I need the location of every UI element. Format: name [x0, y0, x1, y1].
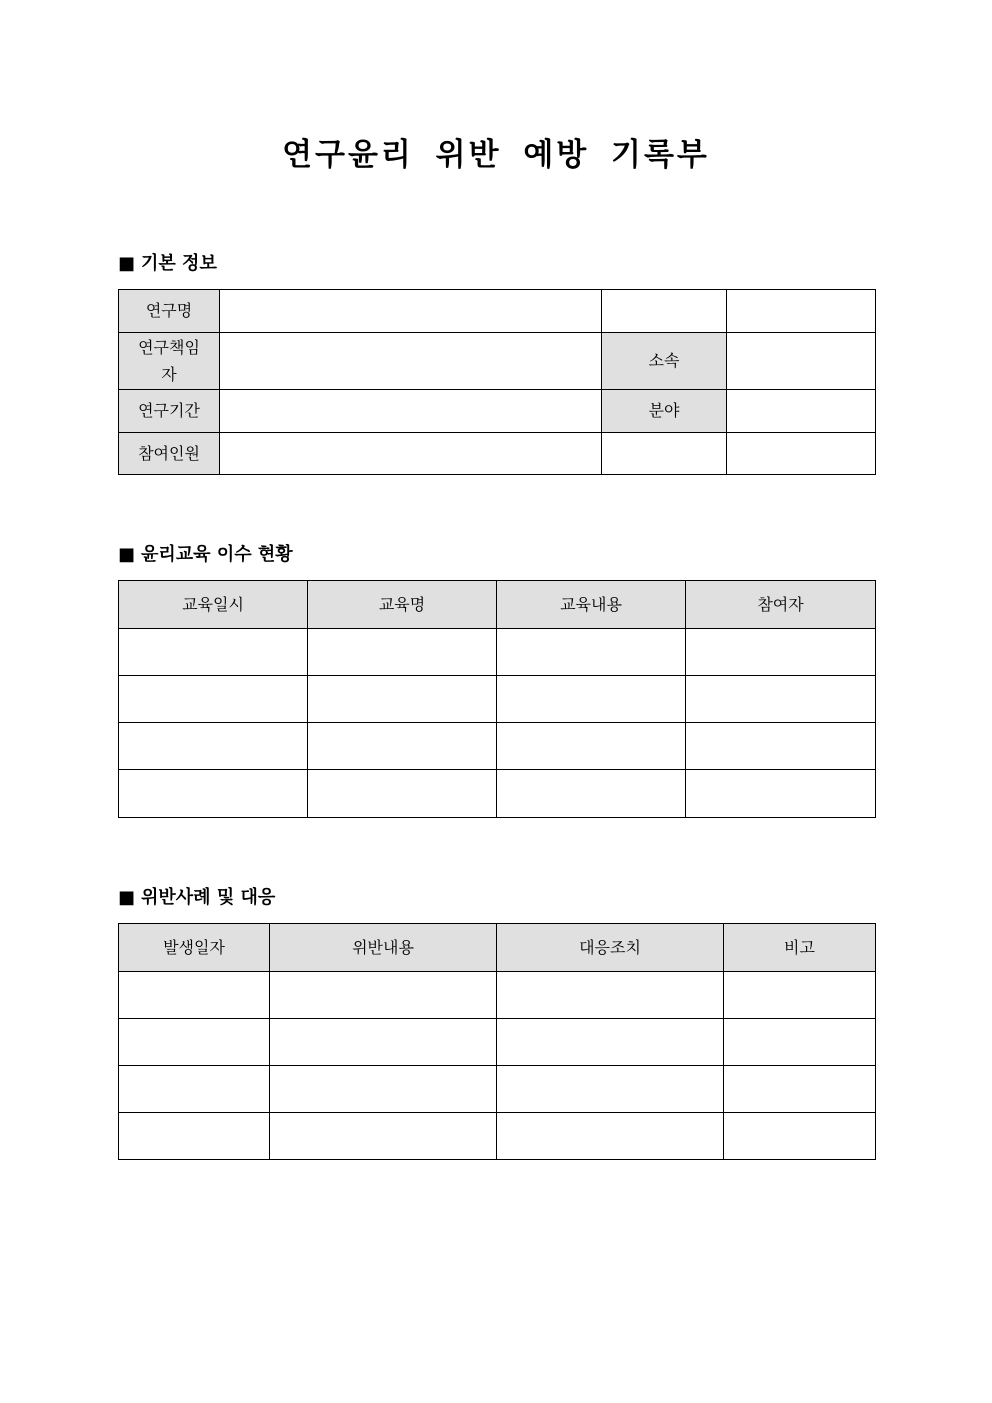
- table-cell[interactable]: [497, 676, 686, 723]
- table-header-row: [119, 581, 876, 629]
- column-header-education-content: 교육내용: [497, 581, 686, 629]
- table-cell[interactable]: [724, 1113, 876, 1160]
- extra-value-cell[interactable]: [727, 290, 876, 333]
- section-title: 위반사례 및 대응: [141, 887, 276, 908]
- table-cell[interactable]: [497, 770, 686, 818]
- square-bullet-icon: ■: [118, 544, 136, 565]
- table-cell[interactable]: [119, 972, 270, 1019]
- label-field: 분야: [602, 390, 727, 433]
- table-row: [119, 676, 876, 723]
- table-cell[interactable]: [119, 629, 308, 676]
- extra-label-cell[interactable]: [602, 290, 727, 333]
- table-row: [119, 1113, 876, 1160]
- table-row: [119, 629, 876, 676]
- table-cell[interactable]: [119, 1113, 270, 1160]
- table-cell[interactable]: [686, 629, 876, 676]
- table-cell[interactable]: [724, 1066, 876, 1113]
- section-heading-ethics-education: [118, 543, 293, 567]
- column-header-participants: 참여자: [686, 581, 876, 629]
- section-title: 윤리교육 이수 현황: [141, 544, 293, 565]
- table-cell[interactable]: [270, 972, 497, 1019]
- ethics-education-table: [118, 580, 876, 818]
- principal-investigator-field[interactable]: [220, 333, 602, 390]
- basic-info-table: [118, 289, 876, 475]
- table-cell[interactable]: [119, 770, 308, 818]
- column-header-response-action: 대응조치: [497, 924, 724, 972]
- table-cell[interactable]: [497, 723, 686, 770]
- column-header-education-date: 교육일시: [119, 581, 308, 629]
- column-header-remarks: 비고: [724, 924, 876, 972]
- table-cell[interactable]: [119, 1019, 270, 1066]
- table-cell[interactable]: [724, 1019, 876, 1066]
- table-cell[interactable]: [724, 972, 876, 1019]
- table-cell[interactable]: [497, 1019, 724, 1066]
- square-bullet-icon: ■: [118, 253, 136, 274]
- column-header-education-name: 교육명: [308, 581, 497, 629]
- table-row: [119, 290, 876, 333]
- research-name-field[interactable]: [220, 290, 602, 333]
- table-cell[interactable]: [497, 629, 686, 676]
- section-heading-violations: [118, 886, 275, 910]
- table-cell[interactable]: [119, 723, 308, 770]
- table-cell[interactable]: [308, 676, 497, 723]
- table-cell[interactable]: [686, 770, 876, 818]
- table-row: [119, 433, 876, 475]
- table-row: [119, 1019, 876, 1066]
- table-row: [119, 1066, 876, 1113]
- label-participants: 참여인원: [119, 433, 220, 475]
- field-field[interactable]: [727, 390, 876, 433]
- label-principal-investigator: 연구책임 자: [119, 333, 220, 390]
- table-cell[interactable]: [270, 1019, 497, 1066]
- section-heading-basic-info: [118, 252, 217, 276]
- violations-table: [118, 923, 876, 1160]
- extra-value-cell[interactable]: [727, 433, 876, 475]
- affiliation-field[interactable]: [727, 333, 876, 390]
- table-cell[interactable]: [686, 676, 876, 723]
- table-row: [119, 333, 876, 390]
- square-bullet-icon: ■: [118, 887, 136, 908]
- participants-field[interactable]: [220, 433, 602, 475]
- table-cell[interactable]: [308, 723, 497, 770]
- label-affiliation: 소속: [602, 333, 727, 390]
- table-cell[interactable]: [308, 629, 497, 676]
- column-header-violation-content: 위반내용: [270, 924, 497, 972]
- table-cell[interactable]: [270, 1113, 497, 1160]
- table-cell[interactable]: [119, 676, 308, 723]
- table-cell[interactable]: [686, 723, 876, 770]
- label-research-name: 연구명: [119, 290, 220, 333]
- table-header-row: [119, 924, 876, 972]
- table-cell[interactable]: [497, 1113, 724, 1160]
- table-cell[interactable]: [270, 1066, 497, 1113]
- table-cell[interactable]: [119, 1066, 270, 1113]
- table-row: [119, 390, 876, 433]
- extra-label-cell[interactable]: [602, 433, 727, 475]
- table-row: [119, 972, 876, 1019]
- table-cell[interactable]: [497, 1066, 724, 1113]
- table-cell[interactable]: [497, 972, 724, 1019]
- section-title: 기본 정보: [141, 253, 217, 274]
- table-row: [119, 770, 876, 818]
- column-header-occurrence-date: 발생일자: [119, 924, 270, 972]
- table-row: [119, 723, 876, 770]
- research-period-field[interactable]: [220, 390, 602, 433]
- document-title: 연구윤리 위반 예방 기록부: [282, 137, 710, 173]
- label-research-period: 연구기간: [119, 390, 220, 433]
- table-cell[interactable]: [308, 770, 497, 818]
